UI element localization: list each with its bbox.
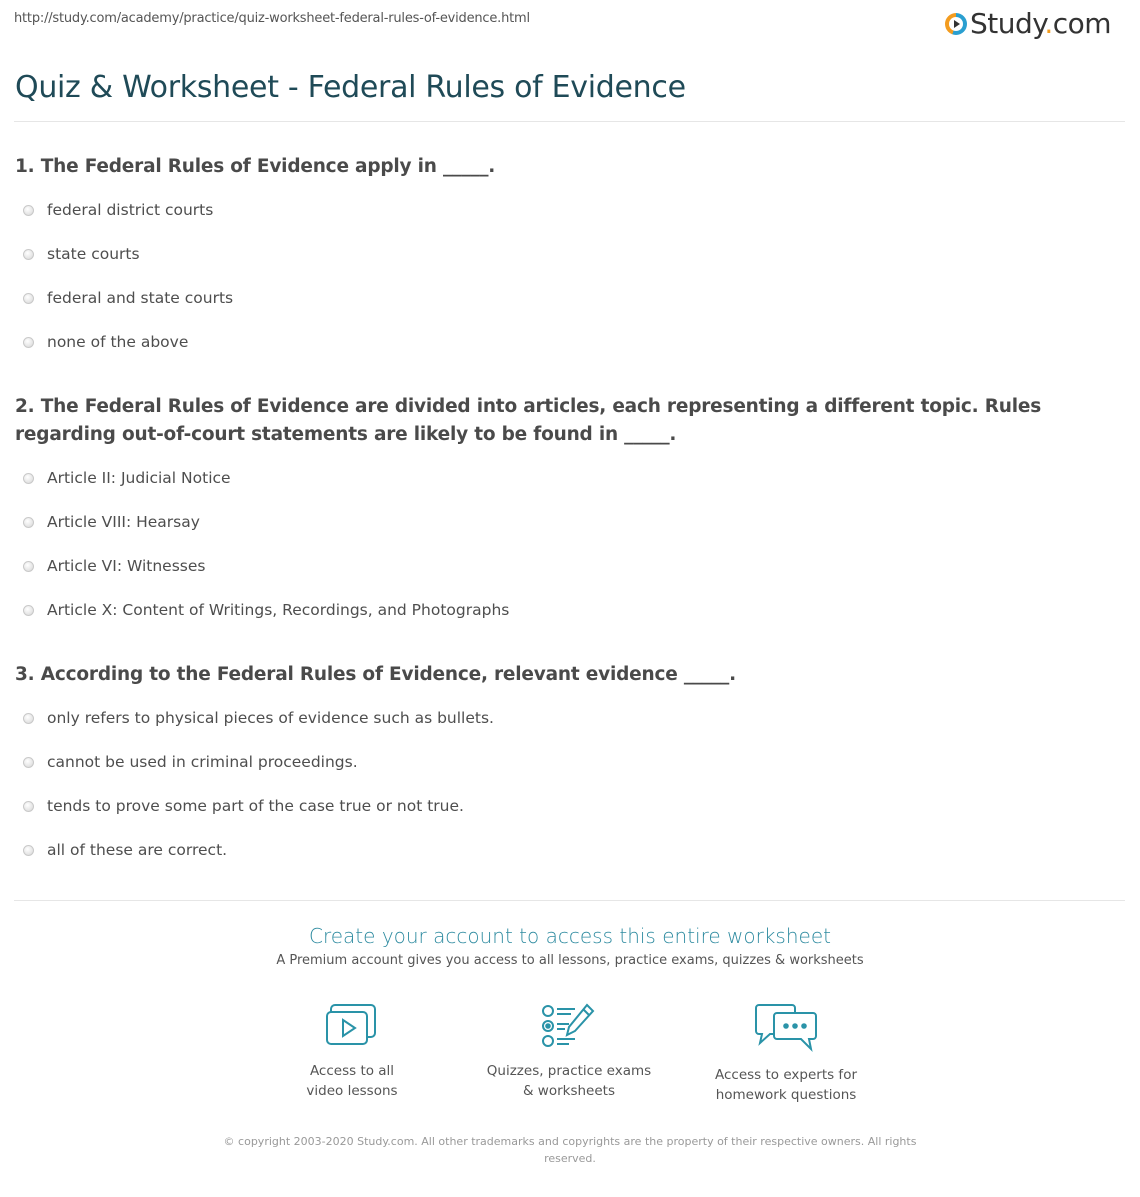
video-lessons-icon <box>325 1003 379 1049</box>
option-label: Article II: Judicial Notice <box>47 469 231 487</box>
question-1-option-4[interactable] <box>23 332 188 352</box>
feature-label-line1: Quizzes, practice exams <box>486 1063 652 1079</box>
question-2-option-3[interactable] <box>23 556 205 576</box>
question-2: 2. The Federal Rules of Evidence are divided into articles, each representing a different topic. Rules regarding out-of-court statements are likely to be found in _____. <box>15 396 1042 445</box>
question-1-option-2[interactable] <box>23 244 140 264</box>
question-2-option-4[interactable] <box>23 600 509 620</box>
feature-label-line1: Access to experts for <box>714 1067 857 1083</box>
radio-button[interactable] <box>23 293 34 304</box>
radio-button[interactable] <box>23 845 34 856</box>
feature-experts <box>691 1003 881 1105</box>
option-label: cannot be used in criminal proceedings. <box>47 753 358 771</box>
feature-label-line2: video lessons <box>306 1083 398 1099</box>
question-3-option-3[interactable] <box>23 796 464 816</box>
footer-line1: © copyright 2003-2020 Study.com. All other trademarks and copyrights are the property of their respective owners. All rights <box>223 1135 917 1148</box>
question-1-option-1[interactable] <box>23 200 213 220</box>
option-label: federal district courts <box>47 201 214 219</box>
study-com-logo[interactable] <box>945 9 1111 39</box>
premium-subtitle: A Premium account gives you access to all lessons, practice exams, quizzes & worksheets <box>276 953 864 968</box>
radio-button[interactable] <box>23 605 34 616</box>
radio-button[interactable] <box>23 713 34 724</box>
feature-video-lessons <box>257 1003 447 1101</box>
radio-button[interactable] <box>23 561 34 572</box>
feature-label-line1: Access to all <box>309 1063 395 1079</box>
create-account-link[interactable]: Create your account to access this entire worksheet <box>309 924 831 948</box>
section-divider <box>14 900 1125 901</box>
radio-button[interactable] <box>23 473 34 484</box>
page-title: Quiz & Worksheet - Federal Rules of Evidence <box>15 70 686 105</box>
question-3-option-2[interactable] <box>23 752 358 772</box>
option-label: none of the above <box>47 333 189 351</box>
feature-quizzes <box>474 1003 664 1101</box>
question-2-option-1[interactable] <box>23 468 231 488</box>
radio-button[interactable] <box>23 801 34 812</box>
radio-button[interactable] <box>23 337 34 348</box>
option-label: state courts <box>47 245 140 263</box>
option-label: only refers to physical pieces of evidence such as bullets. <box>47 709 494 727</box>
radio-button[interactable] <box>23 757 34 768</box>
radio-button[interactable] <box>23 249 34 260</box>
title-divider <box>14 121 1125 122</box>
question-1: 1. The Federal Rules of Evidence apply in _____. <box>15 156 496 177</box>
option-label: Article X: Content of Writings, Recordings, and Photographs <box>47 601 510 619</box>
study-com-play-icon <box>945 13 967 35</box>
option-label: Article VI: Witnesses <box>47 557 206 575</box>
feature-label-line2: homework questions <box>715 1087 857 1103</box>
question-2-option-2[interactable] <box>23 512 200 532</box>
radio-button[interactable] <box>23 205 34 216</box>
quiz-checklist-icon <box>541 1003 597 1049</box>
feature-label-line2: & worksheets <box>522 1083 615 1099</box>
question-3: 3. According to the Federal Rules of Evidence, relevant evidence _____. <box>15 664 736 685</box>
option-label: federal and state courts <box>47 289 234 307</box>
copyright-footer <box>210 1133 930 1167</box>
logo-text: Study.com <box>970 7 1112 40</box>
radio-button[interactable] <box>23 517 34 528</box>
footer-line2: reserved. <box>544 1152 596 1165</box>
option-label: Article VIII: Hearsay <box>47 513 200 531</box>
option-label: tends to prove some part of the case true or not true. <box>47 797 464 815</box>
page-url: http://study.com/academy/practice/quiz-worksheet-federal-rules-of-evidence.html <box>14 11 530 26</box>
chat-bubbles-icon <box>754 1003 818 1053</box>
question-3-option-1[interactable] <box>23 708 494 728</box>
question-1-option-3[interactable] <box>23 288 233 308</box>
option-label: all of these are correct. <box>47 841 228 859</box>
question-3-option-4[interactable] <box>23 840 227 860</box>
